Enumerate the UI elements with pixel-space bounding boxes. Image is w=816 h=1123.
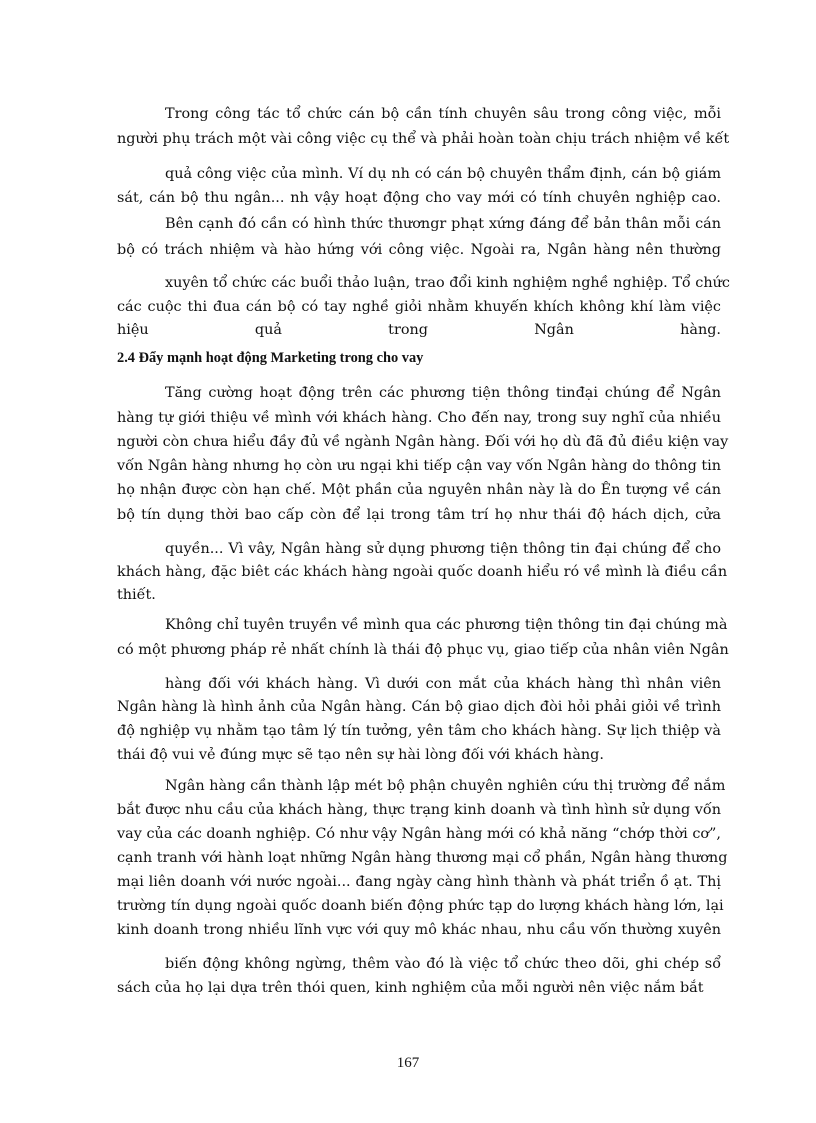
- text-line: sát, cán bộ thu ngân... nh vậy hoạt động cho vay mới có tính chuyên nghiệp cao.: [117, 190, 721, 206]
- text-line: kinh doanh trong nhiều lĩnh vực với quy mô khác nhau, nhu cầu vốn thường xuyên: [117, 922, 721, 938]
- text-line: bộ tín dụng thời bao cấp còn để lại trong tâm trí họ như thái độ hách dịch, cửa: [117, 507, 721, 523]
- text-line: vay của các doanh nghiệp. Có như vậy Ngân hàng mới có khả năng “chớp thời cơ”,: [117, 826, 721, 842]
- text-line: Ngân hàng là hình ảnh của Ngân hàng. Cán bộ giao dịch đòi hỏi phải giỏi về trình: [117, 699, 721, 715]
- text-line: hiệu quả trong Ngân hàng.: [117, 322, 721, 338]
- text-line: Không chỉ tuyên truyền về mình qua các phương tiện thông tin đại chúng mà: [165, 617, 728, 633]
- page-number: 167: [396, 1055, 420, 1071]
- text-line: quả công việc của mình. Ví dụ nh có cán bộ chuyên thẩm định, cán bộ giám: [165, 166, 721, 182]
- text-line: mại liên doanh với nước ngoài... đang ngày càng hình thành và phát triển ồ ạt. Thị: [117, 874, 721, 890]
- text-line: Trong công tác tổ chức cán bộ cần tính chuyên sâu trong công việc, mỗi: [165, 106, 721, 122]
- text-line: khách hàng, đặc biêt các khách hàng ngoài quốc doanh hiểu ró về mình là điều cần: [117, 564, 728, 580]
- text-line: thiết.: [117, 587, 156, 603]
- text-line: sách của họ lại dựa trên thói quen, kinh nghiệm của mỗi người nên việc nắm bắt: [117, 980, 704, 996]
- text-line: vốn Ngân hàng nhưng họ còn ưu ngại khi tiếp cận vay vốn Ngân hàng do thông tin: [117, 458, 722, 474]
- text-line: các cuộc thi đua cán bộ có tay nghề giỏi nhằm khuyến khích không khí làm việc: [117, 299, 721, 315]
- text-line: họ nhận được còn hạn chế. Một phần của nguyên nhân này là do Ên tượng về cán: [117, 482, 721, 498]
- text-line: trường tín dụng ngoài quốc doanh biến động phức tạp do lượng khách hàng lớn, lại: [117, 898, 724, 914]
- section-heading: 2.4 Đẩy mạnh hoạt động Marketing trong cho vay: [117, 350, 424, 366]
- text-line: hàng đối với khách hàng. Vì dưới con mắt của khách hàng thì nhân viên: [165, 676, 721, 692]
- text-line: có một phương pháp rẻ nhất chính là thái độ phục vụ, giao tiếp của nhân viên Ngân: [117, 642, 729, 658]
- text-line: người còn chưa hiểu đầy đủ về ngành Ngân hàng. Đối với họ dù đã đủ điều kiện vay: [117, 434, 729, 450]
- text-line: thái độ vui vẻ đúng mực sẽ tạo nên sự hài lòng đối với khách hàng.: [117, 747, 604, 763]
- text-line: Tăng cường hoạt động trên các phương tiện thông tinđại chúng để Ngân: [165, 385, 721, 401]
- text-line: bộ có trách nhiệm và hào hứng với công việc. Ngoài ra, Ngân hàng nên thường: [117, 242, 721, 258]
- text-line: bắt được nhu cầu của khách hàng, thực trạng kinh doanh và tình hình sử dụng vốn: [117, 802, 721, 818]
- text-line: quyền... Vì vây, Ngân hàng sử dụng phương tiện thông tin đại chúng để cho: [165, 541, 721, 557]
- text-line: Ngân hàng cần thành lập mét bộ phận chuyên nghiên cứu thị trường để nắm: [165, 778, 726, 794]
- text-line: Bên cạnh đó cần có hình thức thươngr phạt xứng đáng để bản thân mỗi cán: [165, 216, 721, 232]
- text-line: xuyên tổ chức các buổi thảo luận, trao đổi kinh nghiệm nghề nghiệp. Tổ chức: [165, 275, 730, 291]
- text-line: hàng tự giới thiệu về mình với khách hàng. Cho đến nay, trong suy nghĩ của nhiều: [117, 410, 721, 426]
- text-line: người phụ trách một vài công việc cụ thể và phải hoàn toàn chịu trách nhiệm về kết: [117, 131, 730, 147]
- text-line: cạnh tranh với hành loạt những Ngân hàng thương mại cổ phần, Ngân hàng thương: [117, 850, 728, 866]
- text-line: độ nghiệp vụ nhằm tạo tâm lý tín tưởng, yên tâm cho khách hàng. Sự lịch thiệp và: [117, 723, 721, 739]
- text-line: biến động không ngừng, thêm vào đó là việc tổ chức theo dõi, ghi chép sổ: [165, 956, 721, 972]
